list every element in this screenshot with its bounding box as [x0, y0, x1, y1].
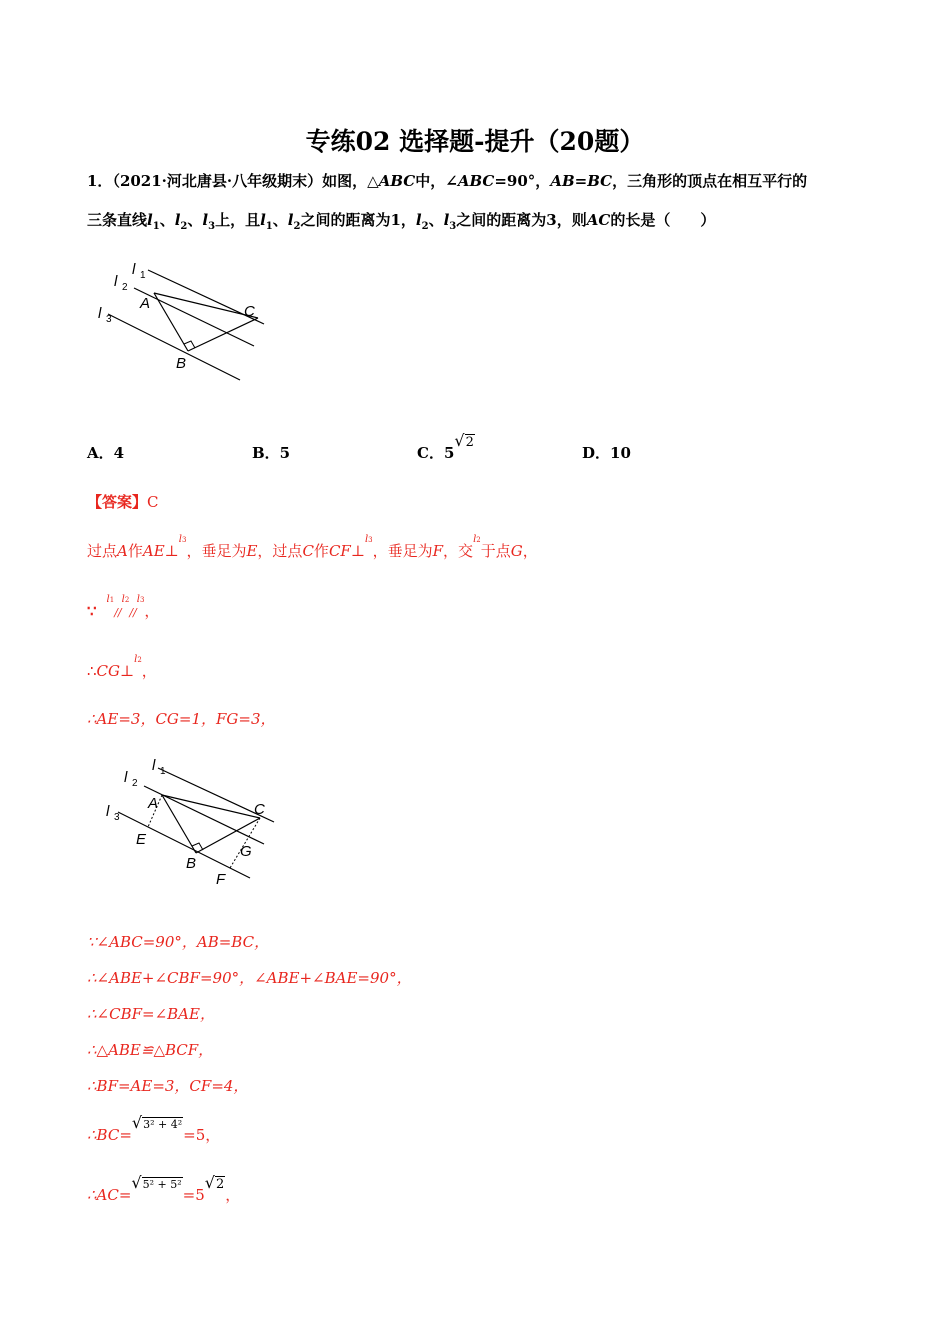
sol-text: ⊥	[350, 542, 365, 560]
label-A: A	[148, 795, 159, 812]
subscript: 2	[293, 221, 301, 232]
page-title: 专练02 选择题-提升（20题）	[305, 127, 645, 156]
solution-line-6: ∴∠ABE+∠CBF=90°，∠ABE+∠BAE=90°，	[87, 969, 412, 987]
question-number: 1．	[87, 172, 113, 190]
side-bc	[188, 318, 258, 351]
math-var: ABC	[457, 172, 495, 190]
math-var: l	[134, 654, 138, 665]
math-var: l	[260, 211, 266, 229]
math-var: AE	[142, 542, 165, 560]
option-b: B．5	[252, 444, 291, 462]
label-l2: l	[124, 769, 128, 786]
label-l1-sub: 1	[160, 766, 166, 777]
sqrt-expression: √2	[454, 431, 474, 450]
question-text: 3	[546, 211, 557, 229]
question-text: 如图，△	[322, 172, 379, 190]
line-l3	[108, 314, 240, 380]
math-var: G	[510, 542, 523, 560]
subscript: 1	[109, 596, 115, 604]
question-text: 的长是（ ）	[610, 211, 716, 229]
subscript: 3	[368, 536, 373, 544]
math-var: l	[364, 534, 369, 545]
label-l3: l	[106, 803, 110, 820]
math-var: l	[136, 594, 140, 605]
sqrt-expression: √2	[204, 1173, 225, 1192]
subscript: 2	[124, 596, 130, 604]
figure-1-diagram	[90, 250, 280, 385]
math-var: AC	[586, 211, 611, 229]
question-line-1	[87, 170, 807, 191]
label-l1: l	[152, 757, 156, 774]
label-l2-sub: 2	[122, 282, 128, 293]
label-C: C	[244, 303, 255, 320]
question-text: 上，且	[215, 211, 261, 229]
answer-tag: 【答案】	[87, 493, 148, 511]
subscript: 2	[421, 221, 429, 232]
subscript: 1	[265, 221, 273, 232]
sol-text: ，	[225, 1186, 241, 1204]
math-var: l	[473, 534, 477, 545]
label-G: G	[240, 843, 252, 860]
answer-line	[87, 491, 159, 512]
question-text: 、	[272, 211, 288, 229]
radicand: 3² + 4²	[143, 1118, 183, 1131]
sqrt-expression: √5² + 5²	[131, 1173, 182, 1192]
subscript: 3	[449, 221, 457, 232]
sol-text: 作	[127, 542, 143, 560]
question-source: （2021·河北唐县·八年级期末）	[112, 172, 323, 190]
question-text: ，则	[556, 211, 587, 229]
question-text: 、	[428, 211, 444, 229]
question-text: 1	[390, 211, 401, 229]
subscript: 3	[181, 536, 187, 544]
solution-line-5: ∵∠ABC=90°，AB=BC，	[87, 933, 270, 951]
sol-text: 过点	[87, 542, 118, 560]
question-text: 中，∠	[415, 172, 458, 190]
sol-text: ，	[144, 602, 160, 620]
math-var: l	[415, 211, 422, 229]
subscript: 3	[139, 596, 145, 604]
solution-line-1	[87, 534, 538, 561]
question-text: =90°，	[494, 172, 551, 190]
math-var: CG	[96, 662, 121, 680]
option-d: D．10	[582, 444, 631, 462]
label-l3: l	[98, 305, 102, 322]
sol-text: ∴BC=	[87, 1126, 132, 1144]
side-ab	[162, 795, 196, 853]
math-var: l	[174, 211, 181, 229]
question-line-2	[87, 209, 715, 230]
solution-line-11	[87, 1173, 241, 1205]
sol-text: ，过点	[257, 542, 303, 560]
sol-text: ⊥	[164, 542, 179, 560]
math-var: A	[117, 542, 128, 560]
subscript: 3	[208, 221, 216, 232]
question-text: 三条直线	[87, 211, 148, 229]
solution-line-9: ∴BF=AE=3，CF=4，	[87, 1077, 249, 1095]
subscript: 2	[137, 656, 142, 664]
label-l3-sub: 3	[114, 812, 120, 823]
therefore-symbol: ∴	[87, 662, 97, 680]
solution-line-3	[87, 654, 157, 681]
math-var: F	[432, 542, 444, 560]
sol-text: 于点	[480, 542, 511, 560]
solution-line-4: ∴AE=3，CG=1，FG=3，	[87, 710, 276, 728]
question-text: ，三角形的顶点在相互平行的	[612, 172, 808, 190]
label-E: E	[136, 831, 147, 848]
parallel-symbol: //	[129, 606, 137, 619]
question-text: ，	[400, 211, 416, 229]
option-c-text: C．5	[417, 444, 455, 462]
math-var: C	[302, 542, 314, 560]
radicand: 2	[215, 1177, 225, 1192]
label-l2: l	[114, 273, 118, 290]
sol-text: ，垂足为	[372, 542, 433, 560]
sol-text: ，垂足为	[186, 542, 247, 560]
label-B: B	[176, 355, 187, 372]
subscript: 1	[152, 221, 160, 232]
label-B: B	[186, 855, 197, 872]
label-F: F	[216, 871, 226, 888]
math-var: E	[246, 542, 258, 560]
label-l3-sub: 3	[106, 314, 112, 325]
sol-text: =5，	[183, 1126, 221, 1144]
math-var: l	[443, 211, 450, 229]
math-var: l	[147, 211, 153, 229]
question-text: 之间的距离为	[300, 211, 391, 229]
label-C: C	[254, 801, 265, 818]
label-l1: l	[132, 261, 136, 278]
math-var: l	[202, 211, 209, 229]
math-var: AB=BC	[550, 172, 613, 190]
math-var: l	[287, 211, 294, 229]
solution-line-10	[87, 1113, 221, 1145]
math-var: l	[178, 534, 182, 545]
because-symbol: ∵	[87, 602, 97, 620]
sol-text: 作	[313, 542, 329, 560]
question-text: 、	[187, 211, 203, 229]
radicand: 2	[465, 435, 474, 450]
label-l2-sub: 2	[132, 778, 138, 789]
answer-value: C	[147, 493, 159, 511]
sol-text: ∴AC=	[87, 1186, 132, 1204]
math-var: l	[121, 594, 125, 605]
math-var: l	[106, 594, 110, 605]
sol-text: ⊥	[120, 662, 135, 680]
figure-2-diagram	[100, 752, 285, 892]
sol-text: ，	[522, 542, 538, 560]
subscript: 2	[476, 536, 481, 544]
sol-text: ，	[141, 662, 157, 680]
sol-text: =5	[182, 1186, 205, 1204]
subscript: 2	[180, 221, 188, 232]
math-var: CF	[328, 542, 351, 560]
option-a: A．4	[87, 444, 125, 462]
side-ab	[154, 293, 188, 351]
label-A: A	[140, 295, 151, 312]
line-l2	[134, 288, 254, 346]
sqrt-expression: √3² + 4²	[131, 1113, 183, 1132]
question-text: 之间的距离为	[456, 211, 547, 229]
solution-line-2	[87, 594, 160, 621]
question-text: 、	[159, 211, 175, 229]
label-l1-sub: 1	[140, 270, 146, 281]
option-c	[417, 431, 475, 463]
sol-text: ，交	[443, 542, 474, 560]
side-ac	[162, 795, 260, 818]
math-var: ABC	[378, 172, 416, 190]
parallel-symbol: //	[114, 606, 122, 619]
solution-line-7: ∴∠CBF=∠BAE，	[87, 1005, 215, 1023]
solution-line-8: ∴△ABE≌△BCF，	[87, 1041, 214, 1059]
radicand: 5² + 5²	[142, 1178, 182, 1191]
